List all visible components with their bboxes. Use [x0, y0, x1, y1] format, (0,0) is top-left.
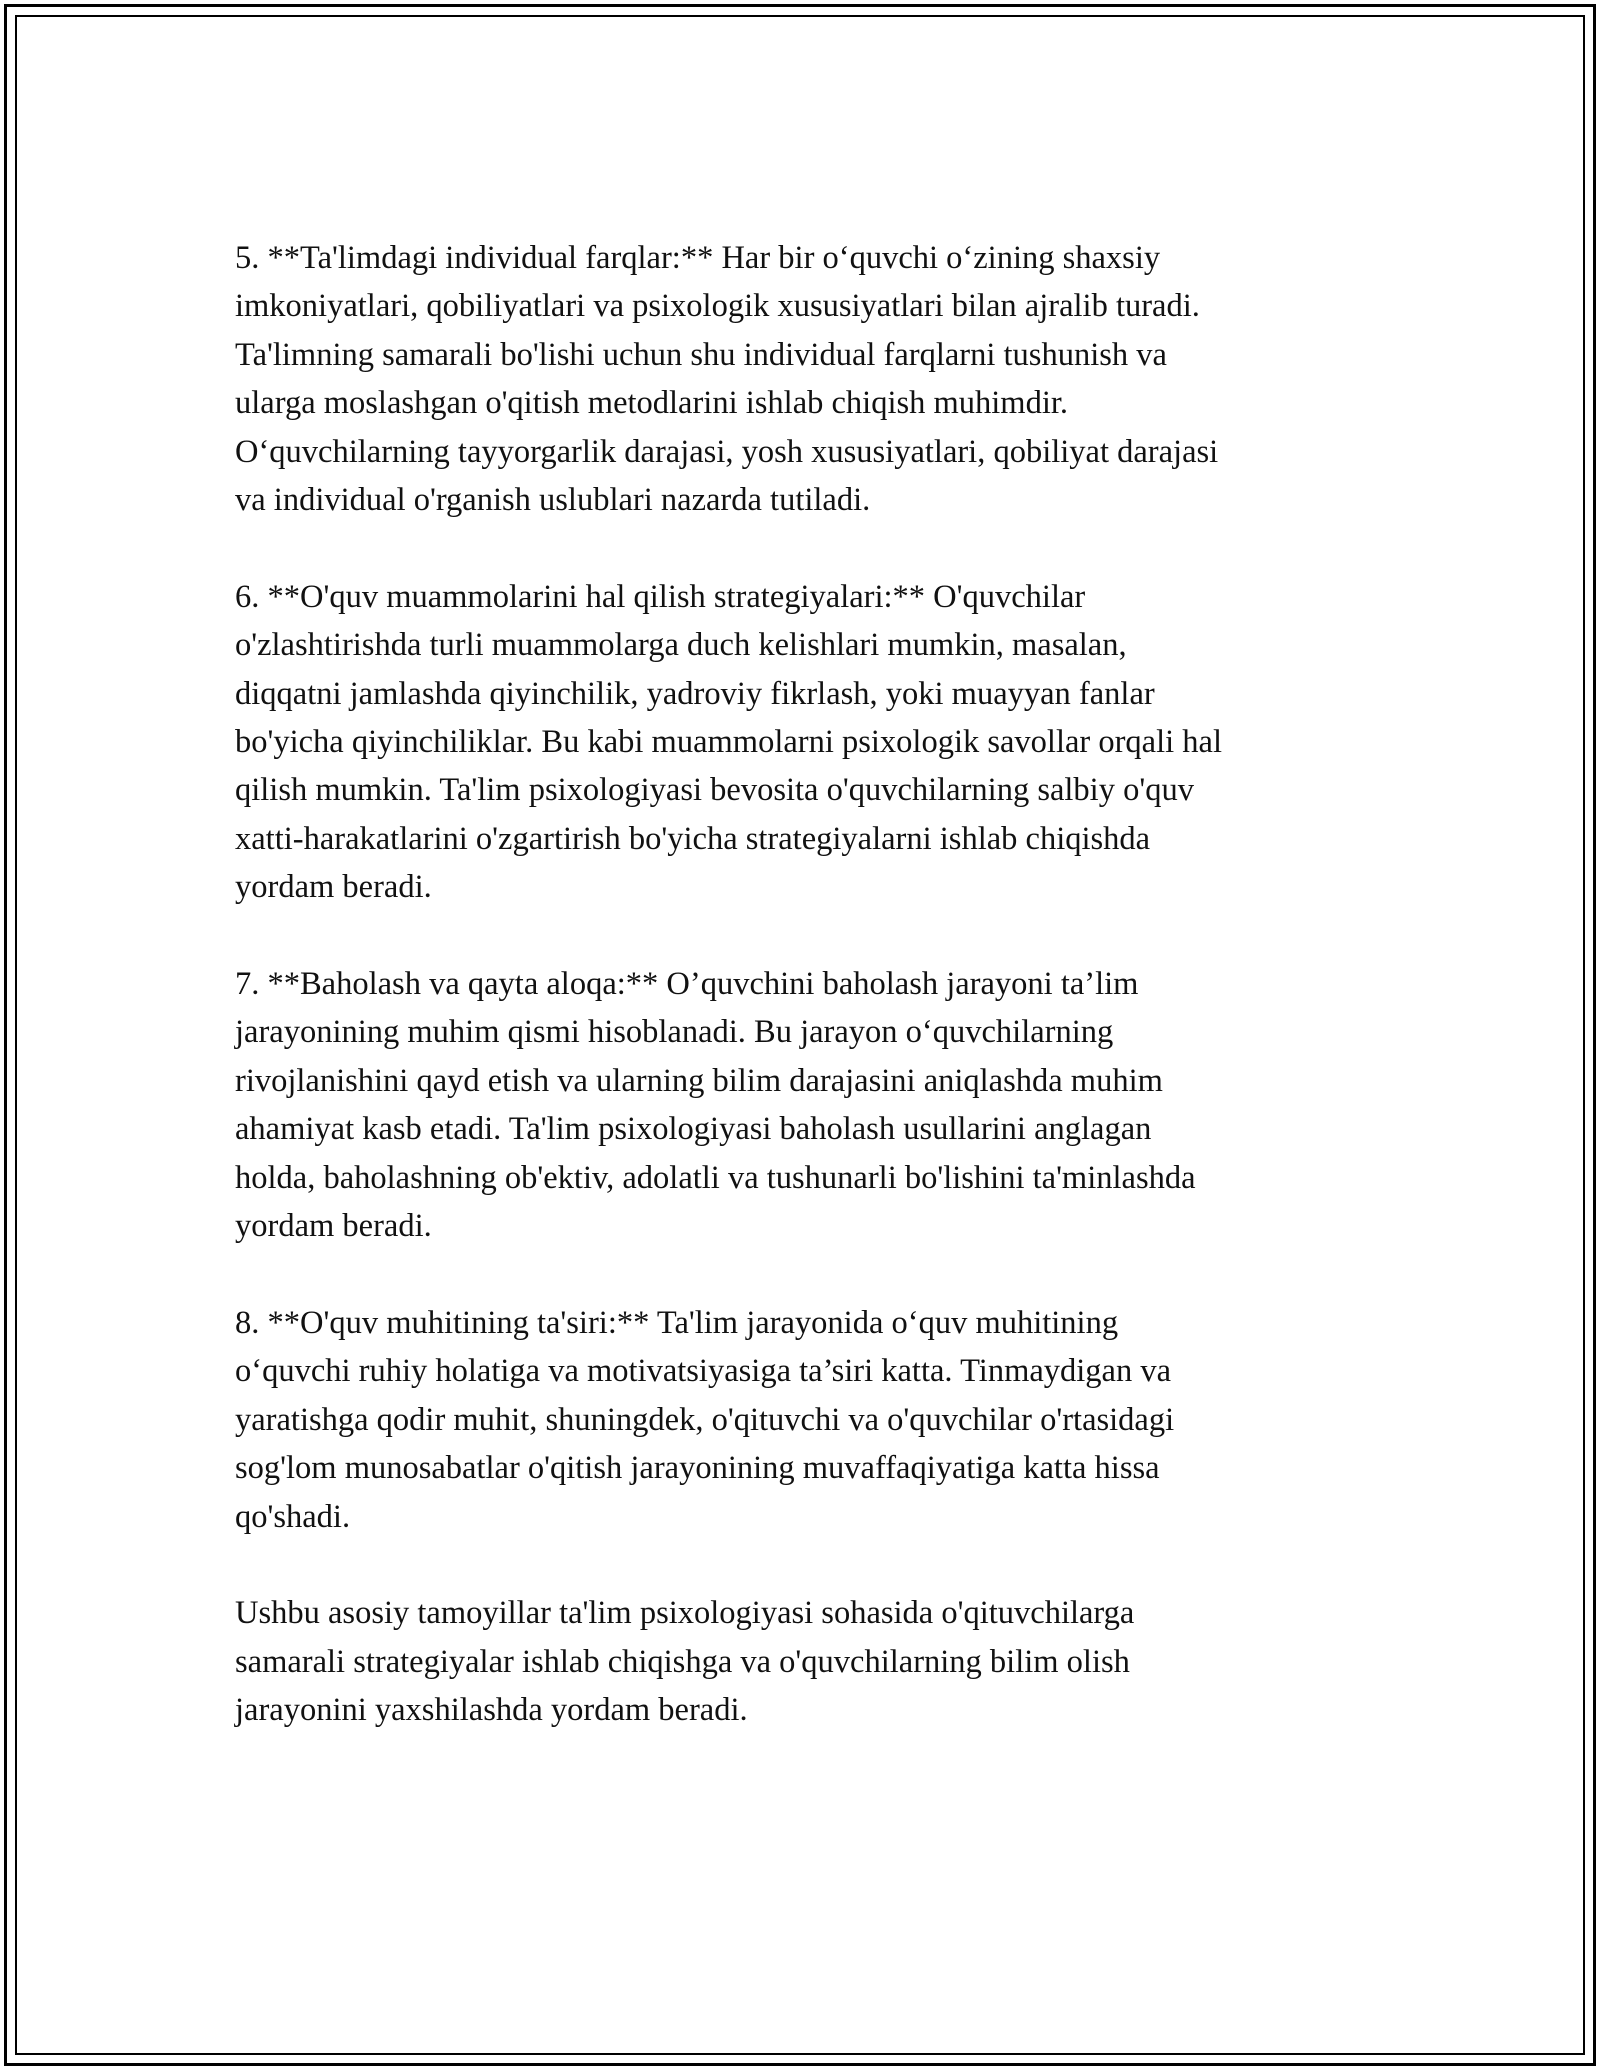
paragraph-conclusion: Ushbu asosiy tamoyillar ta'lim psixologiyasi sohasida o'qituvchilarga samarali strategiyalar ishlab chiqishga va o'quvchilarning bilim olish jarayonini yaxshilashda yordam beradi. [235, 1595, 1135, 1729]
paragraph-individual-differences: 5. **Ta'limdagi individual farqlar:** Har bir o‘quvchi o‘zining shaxsiy imkoniyatlari, qobiliyatlari va psixologik xususiyatlari bilan ajralib turadi. Ta'limning samarali bo'lishi uchun shu individual farqlarni tushunish va ularga moslashgan o'qitish metodlarini ishlab chiqish muhimdir. O‘quvchilarning tayyorgarlik darajasi, yosh xususiyatlari, qobiliyat darajasi va individual o'rganish uslublari nazarda tutiladi. [235, 240, 1219, 519]
paragraph-learning-environment: 8. **O'quv muhitining ta'siri:** Ta'lim jarayonida o‘quv muhitining o‘quvchi ruhiy holatiga va motivatsiyasiga ta’siri katta. Tinmaydigan va yaratishga qodir muhit, shuningdek, o'qituvchi va o'quvchilar o'rtasidagi sog'lom munosabatlar o'qitish jarayonining muvaffaqiyatiga katta hissa qo'shadi. [235, 1304, 1175, 1535]
paragraph-learning-problems: 6. **O'quv muammolarini hal qilish strategiyalari:** O'quvchilar o'zlashtirishda turli muammolarga duch kelishlari mumkin, masalan, diqqatni jamlashda qiyinchilik, yadroviy fikrlash, yoki muayyan fanlar bo'yicha qiyinchiliklar. Bu kabi muammolarni psixologik savollar orqali hal qilish mumkin. Ta'lim psixologiyasi bevosita o'quvchilarning salbiy o'quv xatti-harakatlarini o'zgartirish bo'yicha strategiyalarni ishlab chiqishda yordam beradi. [235, 578, 1222, 906]
paragraph-assessment-feedback: 7. **Baholash va qayta aloqa:** O’quvchini baholash jarayoni ta’lim jarayonining muhim qismi hisoblanadi. Bu jarayon o‘quvchilarning rivojlanishini qayd etish va ularning bilim darajasini aniqlashda muhim ahamiyat kasb etadi. Ta'lim psixologiyasi baholash usullarini anglagan holda, baholashning ob'ektiv, adolatli va tushunarli bo'lishini ta'minlashda yordam beradi. [235, 966, 1196, 1245]
document-body [235, 234, 1365, 1735]
